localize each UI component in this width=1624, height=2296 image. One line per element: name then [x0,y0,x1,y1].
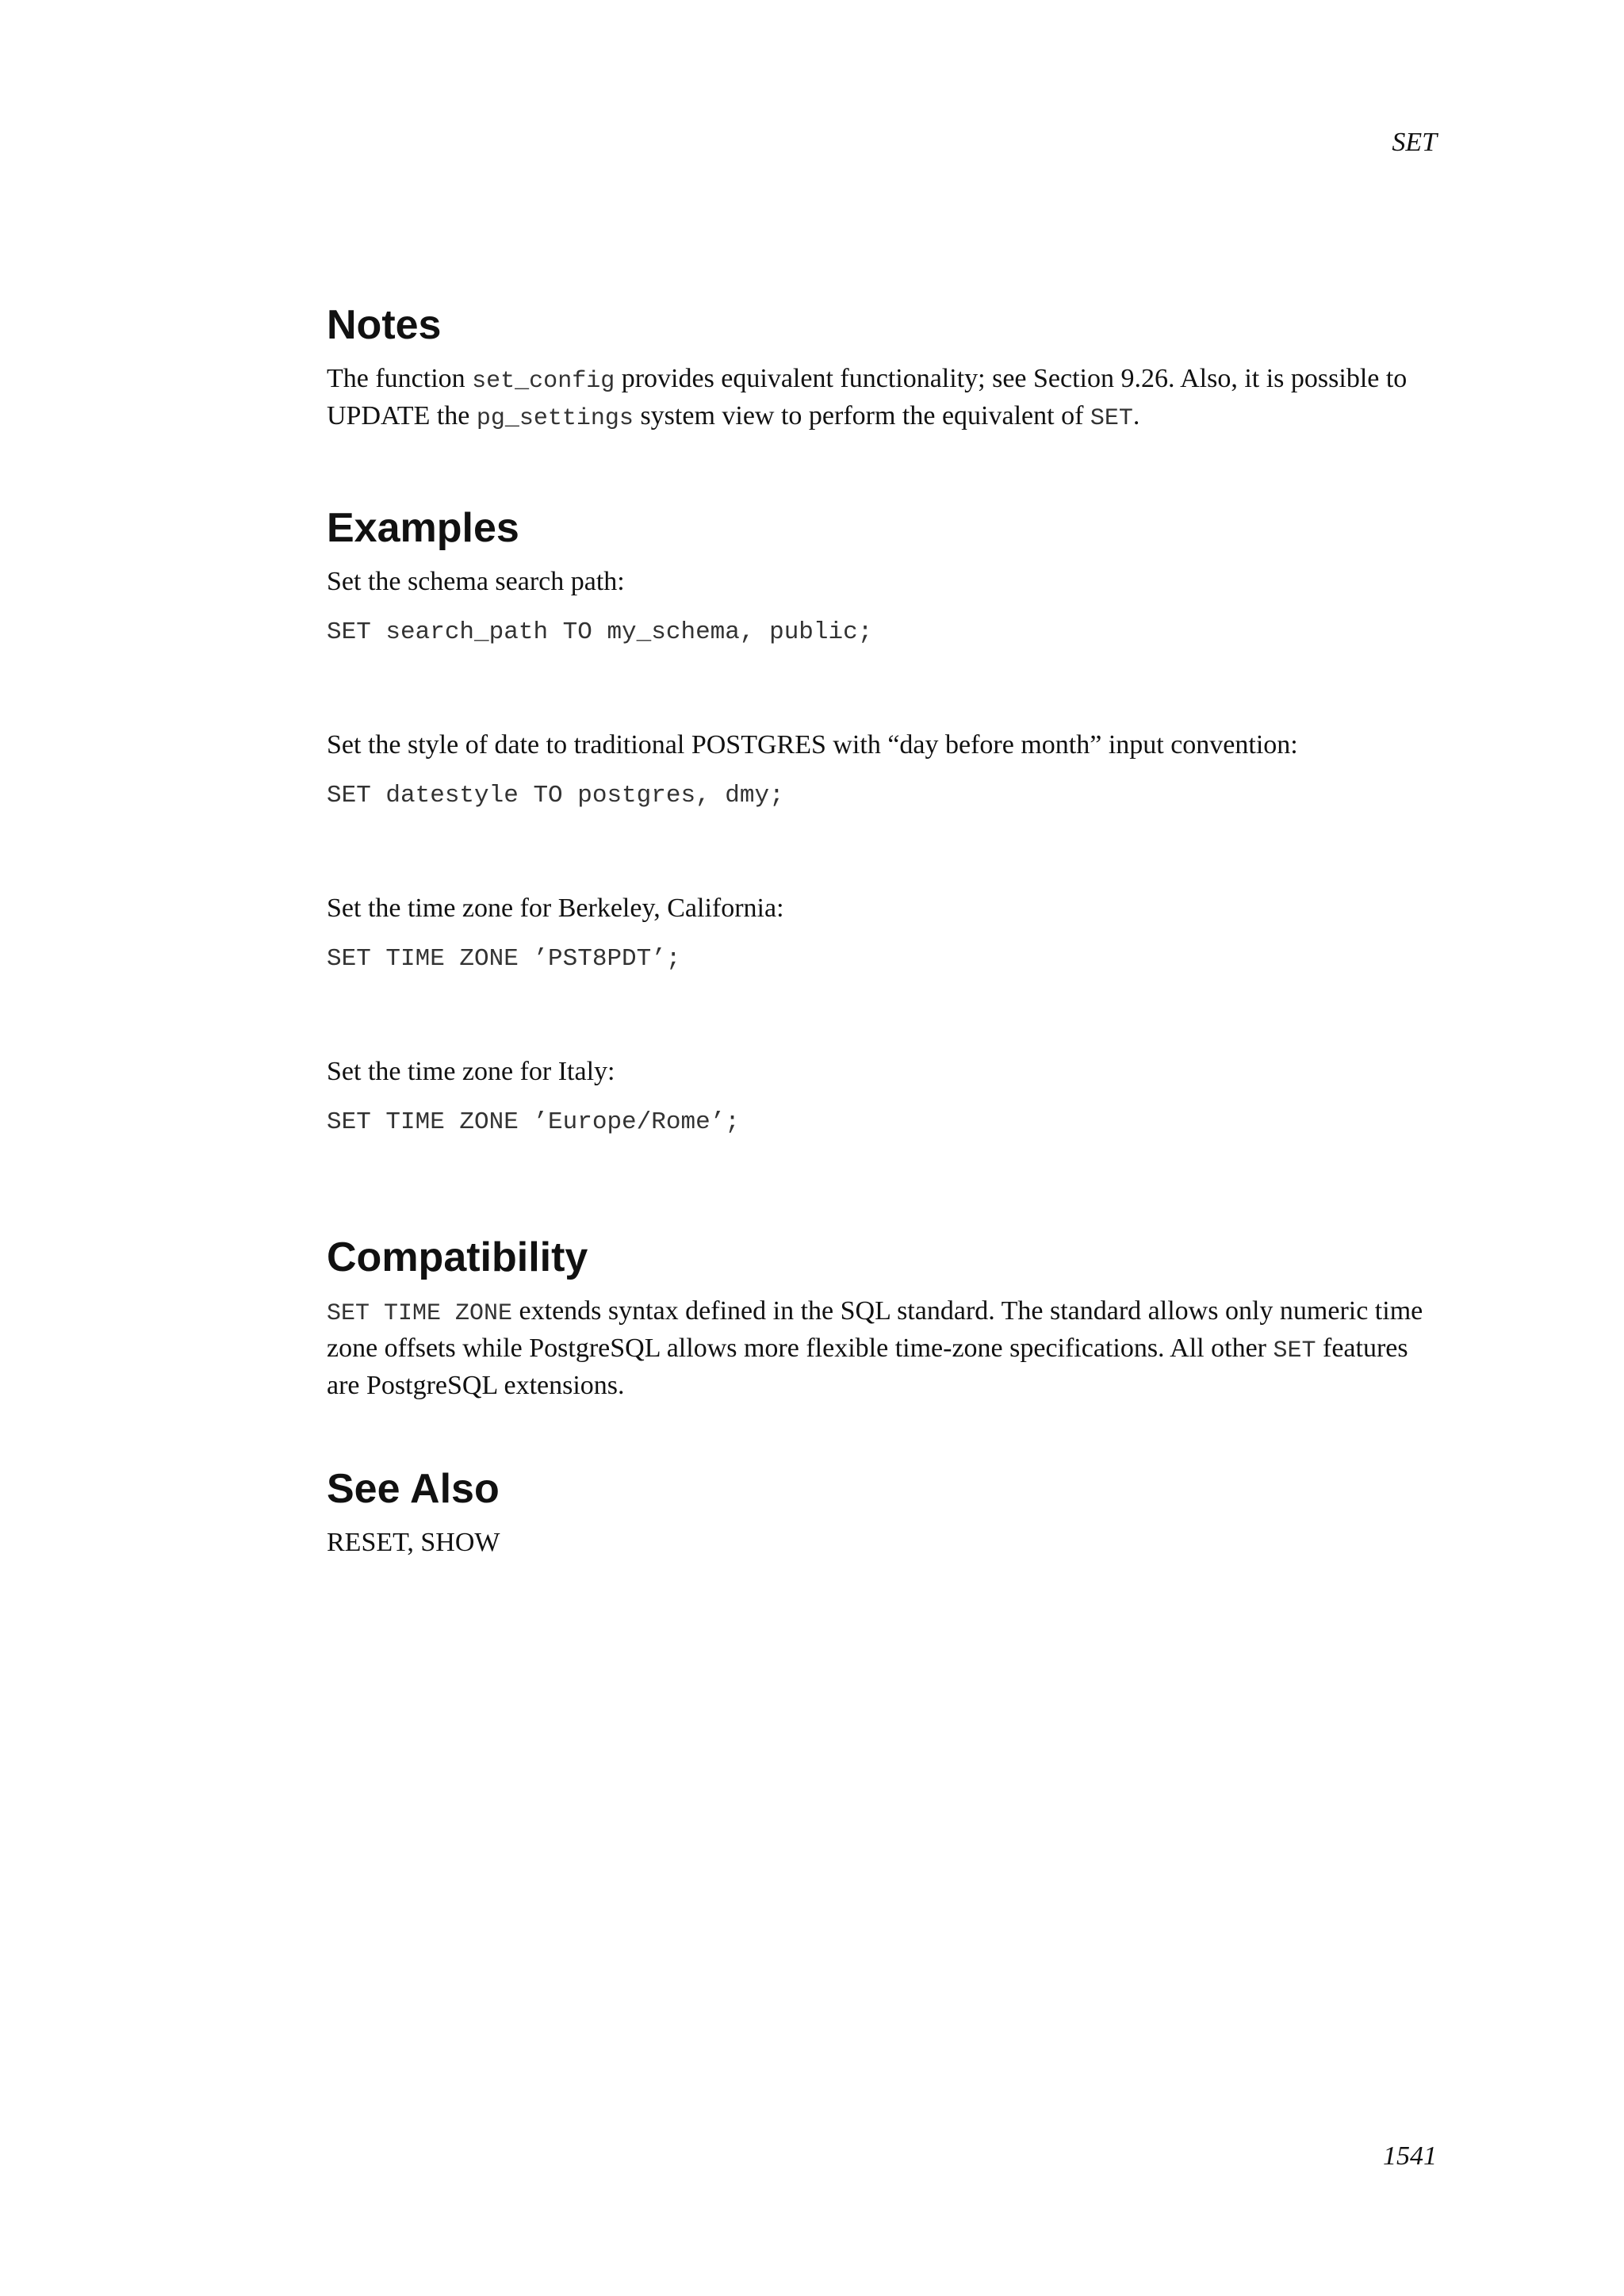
pg-settings-code: pg_settings [476,405,634,432]
examples-section [327,504,1438,1138]
notes-section [327,301,1438,436]
example-timezone-italy [327,1054,1438,1138]
notes-heading: Notes [327,302,442,348]
see-also-heading: See Also [327,1466,500,1512]
page-content [327,301,1438,1560]
notes-text-4: . [1132,401,1140,430]
example-datestyle [327,728,1438,812]
example-description: Set the time zone for Berkeley, California: [327,894,784,923]
see-also-section [327,1465,1438,1560]
examples-heading: Examples [327,505,519,551]
notes-text-2: provides equivalent functionality; see Section 9.26. Also, it is possible to UPDATE the [327,364,1408,430]
compatibility-text-2: features are PostgreSQL extensions. [327,1334,1408,1400]
compatibility-text-1: extends syntax defined in the SQL standard. The standard allows only numeric time zone offsets while PostgreSQL allows more flexible time-zone specifications. All other [327,1296,1423,1363]
notes-text-1: The function [327,364,473,393]
example-code: SET search_path TO my_schema, public; [327,618,873,646]
example-description: Set the time zone for Italy: [327,1057,615,1086]
page-number: 1541 [1383,2141,1437,2171]
compatibility-heading: Compatibility [327,1234,588,1280]
see-also-links: RESET, SHOW [327,1528,500,1557]
example-timezone-berkeley [327,891,1438,975]
example-schema-path [327,564,1438,649]
compatibility-section [327,1234,1438,1403]
set-config-code: set_config [472,368,615,395]
notes-paragraph [327,362,1438,436]
set-time-zone-code: SET TIME ZONE [327,1300,513,1327]
set-code: SET [1090,405,1133,432]
compatibility-paragraph [327,1294,1438,1403]
example-code: SET datestyle TO postgres, dmy; [327,782,784,809]
example-description: Set the schema search path: [327,567,625,596]
set-code: SET [1273,1337,1316,1364]
notes-text-3: system view to perform the equivalent of [633,401,1090,430]
example-description: Set the style of date to traditional POSTGRES with “day before month” input convention: [327,730,1298,760]
example-code: SET TIME ZONE ’Europe/Rome’; [327,1108,740,1136]
running-header: SET [1392,128,1437,157]
example-code: SET TIME ZONE ’PST8PDT’; [327,945,681,973]
